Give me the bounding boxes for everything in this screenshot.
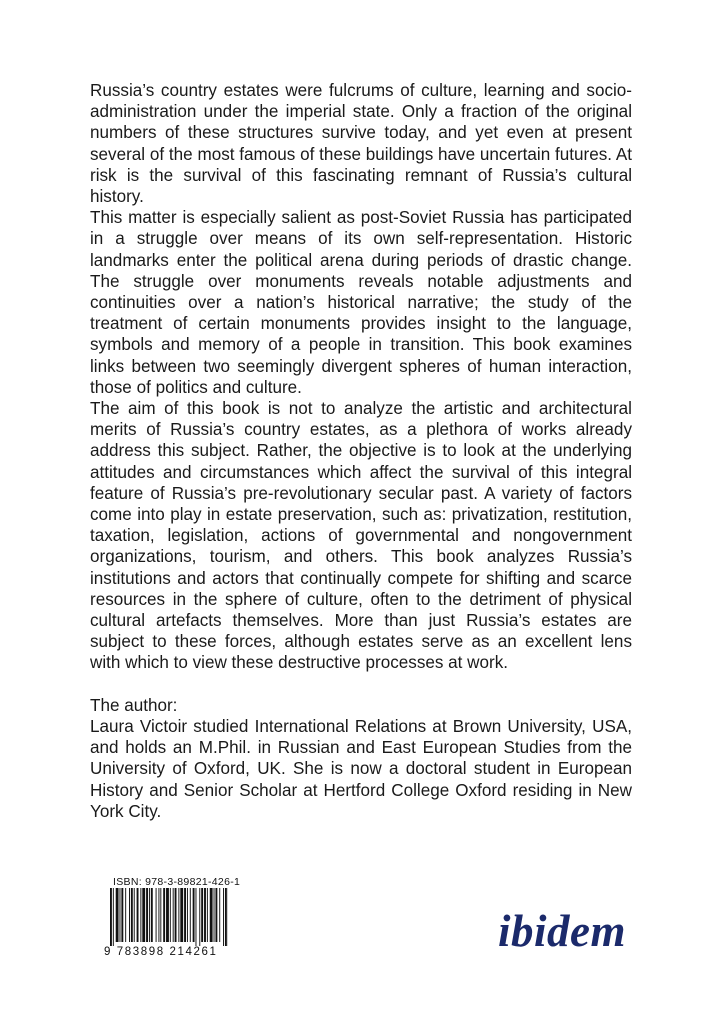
barcode-bar [214, 888, 215, 942]
barcode-bar [225, 888, 227, 946]
barcode-bar [173, 888, 174, 942]
barcode-bar [151, 888, 153, 942]
barcode-bar [125, 888, 126, 942]
barcode-bar [196, 888, 197, 946]
barcode-bar [110, 888, 112, 946]
paragraph-spacer [90, 674, 632, 695]
barcode-bar [134, 888, 135, 942]
barcode-bar [175, 888, 177, 942]
barcode-bar [158, 888, 159, 942]
barcode-bar [137, 888, 139, 942]
barcode [110, 888, 228, 946]
barcode-bar [199, 888, 200, 946]
paragraph-3: The aim of this book is not to analyze the artistic and architectural merits of Russia’s country estates, as a plethora of works already address this subject. Rather, the objective is to look at the underlying attitudes and circumstances which affect the survival of this integral feature of Russia’s pre-revolutionary secular past. A variety of factors come into play in estate preservation, such as: privatization, restitution, taxation, legislation, actions of governmental and nongovernment organizations, tourism, and others. This book analyzes Russia’s institutions and actors that continually compete for shifting and scarce resources in the sphere of culture, often to the detriment of physical cultural artefacts themselves. More than just Russia’s estates are subject to these forces, although estates serve as an excellent lens with which to view these destructive processes at work. [90, 399, 632, 673]
barcode-bar [160, 888, 161, 942]
isbn-label: ISBN: 978-3-89821-426-1 [113, 876, 241, 888]
barcode-bar [207, 888, 208, 942]
barcode-bar [187, 888, 188, 942]
barcode-bar [146, 888, 148, 942]
barcode-bar [180, 888, 183, 942]
blurb-text [90, 80, 632, 822]
barcode-bar [166, 888, 169, 942]
barcode-bar [129, 888, 130, 942]
barcode-bar [210, 888, 213, 942]
barcode-bar [178, 888, 179, 942]
barcode-bar [131, 888, 133, 942]
barcode-bar [215, 888, 217, 942]
barcode-bar [142, 888, 145, 942]
barcode-bar [170, 888, 171, 942]
barcode-bar [184, 888, 186, 942]
barcode-bar [120, 888, 121, 942]
barcode-bar [204, 888, 206, 942]
barcode-bar [201, 888, 203, 942]
publisher-logo: ibidem [498, 906, 626, 956]
barcode-bar [223, 888, 224, 946]
paragraph-1: Russia’s country estates were fulcrums of culture, learning and socio-administration under the imperial state. Only a fraction of the original numbers of these structures survive today, and yet even at present several of the most famous of these buildings have uncertain futures. At risk is the survival of this fascinating remnant of Russia’s cultural history. [90, 81, 632, 207]
author-heading: The author: [90, 695, 178, 715]
barcode-bars [110, 888, 228, 946]
barcode-bar [156, 888, 157, 942]
barcode-bar [121, 888, 123, 942]
barcode-bar [219, 888, 220, 942]
barcode-bar [140, 888, 141, 942]
barcode-bar [116, 888, 119, 942]
barcode-bar [163, 888, 165, 942]
barcode-bar [149, 888, 150, 942]
barcode-digits: 9 783898 214261 [104, 946, 218, 958]
barcode-bar [113, 888, 114, 946]
author-bio: Laura Victoir studied International Relations at Brown University, USA, and holds an M.Phil. in Russian and East European Studies from the University of Oxford, UK. She is now a doctoral student in European History and Senior Scholar at Hertford College Oxford residing in New York City. [90, 716, 632, 821]
paragraph-2: This matter is especially salient as post-Soviet Russia has participated in a struggle over means of its own self-representation. Historic landmarks enter the political arena during periods of drastic change. The struggle over monuments reveals notable adjustments and continuities over a nation’s historical narrative; the study of the treatment of certain monuments provides insight to the language, symbols and memory of a people in transition. This book examines links between two seemingly divergent spheres of human interaction, those of politics and culture. [90, 208, 632, 397]
barcode-bar [190, 888, 191, 942]
barcode-bar [193, 888, 195, 942]
